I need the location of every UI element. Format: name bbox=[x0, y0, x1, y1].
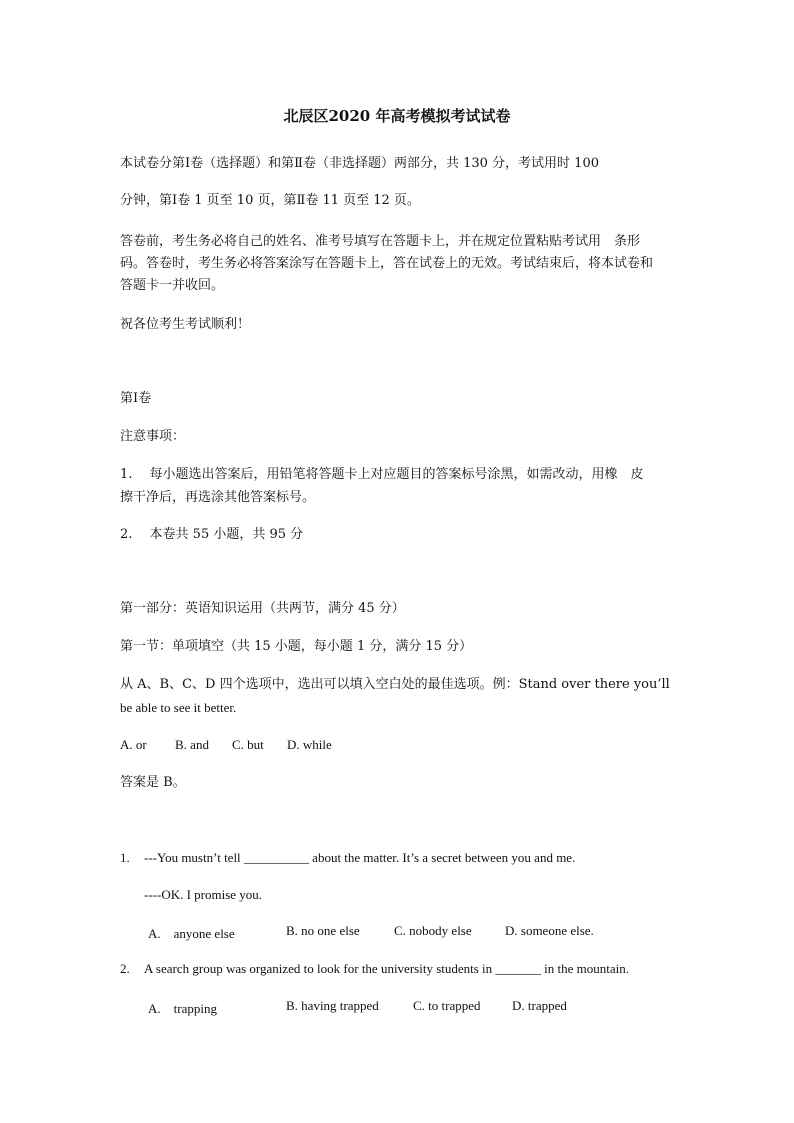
example-answer: 答案是 B。 bbox=[120, 775, 186, 790]
example-option-d: D. while bbox=[287, 737, 332, 752]
option-d: D. someone else. bbox=[505, 923, 594, 938]
note-1-cont: 擦干净后，再选涂其他答案标号。 bbox=[120, 490, 316, 505]
note-1: 1. 每小题选出答案后，用铅笔将答题卡上对应题目的答案标号涂黑，如需改动，用橡 皮 bbox=[120, 467, 644, 482]
instruction-line: 从 A、B、C、D 四个选项中，选出可以填入空白处的最佳选项。例：Stand over there you’ll bbox=[120, 677, 670, 692]
option-b: B. no one else bbox=[286, 923, 360, 938]
instruction-line: be able to see it better. bbox=[120, 700, 237, 715]
option-d: D. trapped bbox=[512, 998, 567, 1013]
option-a: A. anyone else bbox=[148, 926, 235, 941]
intro-line: 分钟，第Ⅰ卷 1 页至 10 页，第Ⅱ卷 11 页至 12 页。 bbox=[120, 193, 420, 208]
intro-line: 本试卷分第Ⅰ卷（选择题）和第Ⅱ卷（非选择题）两部分，共 130 分，考试用时 100 bbox=[120, 156, 599, 171]
good-luck-line: 祝各位考生考试顺利！ bbox=[120, 317, 251, 332]
question-number: 2. bbox=[120, 961, 130, 976]
question-text: A search group was organized to look for the university students in _______ in the mountain. bbox=[144, 961, 630, 976]
volume1-heading: 第Ⅰ卷 bbox=[120, 391, 152, 406]
question-text-cont: ----OK. I promise you. bbox=[144, 887, 263, 902]
option-a: A. trapping bbox=[148, 1001, 217, 1016]
option-b: B. having trapped bbox=[286, 998, 379, 1013]
intro-line: 码。答卷时，考生务必将答案涂写在答题卡上，答在试卷上的无效。考试结束后，将本试卷和 bbox=[120, 256, 654, 271]
option-c: C. to trapped bbox=[413, 998, 481, 1013]
section1-heading: 第一节：单项填空（共 15 小题，每小题 1 分，满分 15 分） bbox=[120, 639, 473, 654]
example-option-c: C. but bbox=[232, 737, 264, 752]
note-2: 2. 本卷共 55 小题，共 95 分 bbox=[120, 527, 304, 542]
question-text: ---You mustn’t tell __________ about the matter. It’s a secret between you and me. bbox=[144, 850, 576, 865]
part1-heading: 第一部分：英语知识运用（共两节，满分 45 分） bbox=[120, 601, 405, 616]
page-title: 北辰区2020 年高考模拟考试试卷 bbox=[283, 107, 511, 125]
notes-heading: 注意事项： bbox=[120, 429, 186, 444]
intro-line: 答题卡一并收回。 bbox=[120, 278, 225, 293]
example-option-a: A. or bbox=[120, 737, 147, 752]
example-option-b: B. and bbox=[175, 737, 209, 752]
question-number: 1. bbox=[120, 850, 130, 865]
option-c: C. nobody else bbox=[394, 923, 472, 938]
intro-line: 答卷前，考生务必将自己的姓名、准考号填写在答题卡上，并在规定位置粘贴考试用 条形 bbox=[120, 234, 641, 249]
